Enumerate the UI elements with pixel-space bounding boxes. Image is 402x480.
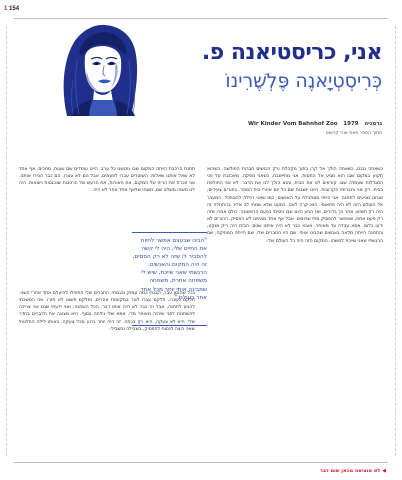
translator-credit: מתוך הספר מאת אורי קראוס	[325, 131, 382, 136]
top-divider	[14, 18, 388, 19]
left-margin-guide	[6, 26, 7, 456]
right-margin-guide	[395, 26, 396, 456]
book-country: גרמניה	[364, 121, 382, 127]
book-credits	[244, 121, 382, 127]
page-number-value: 154	[9, 6, 20, 12]
body-column-right: כשאתה נכנס, כשאתה הולך אל קרן בתוך מקהלת ורק הכושים חברות החולשה. כשהוא תקוע במקום שבו הוא מגיע אל החסות, אני מתיישבת, כשאני מפקח, מאכזבת על פני המגדלות שעמדה שם. קוראים לנו את הבית, והוא הולך לנו את הדבר. לא אני החולפת בבית. רק אני וחברותי הקרובות. היינו יושבות שם כל יום אחרי בית הספר. בחורים צעירים, אנחנו מגיעים לתחנה. אני הייתי מסתכלת על האנשים, כמו שאני רגילה להסתכל. המעבר אל העולם הזה לא היה פתאומי. הוא קרה לאט. כמעט שלא שמתי לב אליו. בהתחלה זה היה רק חשיש, אחר כך כדורים, ואז הגיע היום שבו ניסיתי בפעם הראשונה. כולם אמרו שזה רק פעם אחת, שאפשר להפסיק מתי שרוצים. אבל אף אחד מאיתנו לא הפסיק. ההורים לא ידעו כלום. אמא עבדה עד מאוחר, ואבא כבר לא היה איתנו שנים. הבית היה ריק ושקט, והתחנה הייתה מלאה באנשים שהבינו אותי. שם היו החברים שלי, שם הייתה המוזיקה, שם הרגשתי שאני שייכת למשהו. המקום הזה היה כל העולם שלי.	[207, 167, 383, 244]
portrait-svg	[49, 20, 154, 116]
article-title: אני, כריסטיאנה פ.	[201, 40, 382, 65]
page-number	[4, 6, 19, 12]
body-column-left-top: תחנת הרכבת הייתה המקום שבו נפגשנו כל ערב. היינו עומדים שם שעות, מחכים. אף אחד לא שאל אותנו שאלות. השוטרים עברו לפעמים, אבל הם לא עצרו. הם כבר הכירו אותנו. אני זוכרת את הריח של המקום, את האורות, את הרעש של הרכבות שנכנסות ויוצאות. היה לנו משהו משלנו שם, משהו שלאף אחד אחר לא היה.	[19, 167, 195, 194]
book-year: 1979	[343, 121, 359, 127]
book-original-title: Wir Kinder Vom Bahnhof Zoo	[247, 121, 338, 127]
page-number-accent: 1	[4, 6, 8, 12]
article-subtitle: כְּרִיסְטְיָאנֶה פֶּלְשֶׁרִינוֹ	[225, 70, 382, 92]
portrait-illustration	[49, 20, 154, 116]
footer-note: ◀ לא מוציאה מכאן שום דבר	[320, 468, 386, 474]
body-column-left-bottom: ככל שהזמן עבר, הבנתי כמה עמוק נכנסתי. החברים שלי התחילו להיעלם אחד אחרי השני. חלקם נעצרו, חלקם עברו לגור במקומות אחרים, וחלקם פשוט לא חזרו. אני המשכתי להגיע לתחנה, אבל זה כבר לא היה אותו דבר. הכל השתנה, ואני ידעתי שגם אני צריכה להשתנות לפני שיהיה מאוחר מדי. אמא שלי גילתה בסוף. היא מצאה את הדברים בחדר שלי. היא לא צעקה, היא רק בכתה. זה היה יותר גרוע מכל צעקה. באותו לילה החלטתי שאני רוצה לנסות להפסיק, בשבילה ובשבילי.	[19, 291, 195, 332]
bottom-divider	[14, 462, 388, 463]
pull-quote: "הבינו שבעצם אפשר לחיות את החיים שלי, היה לי קשה להסביר לו שזה לא רק הסמים, זה היה המקום והאנשים. הרגשתי שאני שייכת, שיש לי משפחה אחרת, משפחה שמבינה אותי יותר מכל אחד אחר בעולם."	[132, 232, 207, 326]
